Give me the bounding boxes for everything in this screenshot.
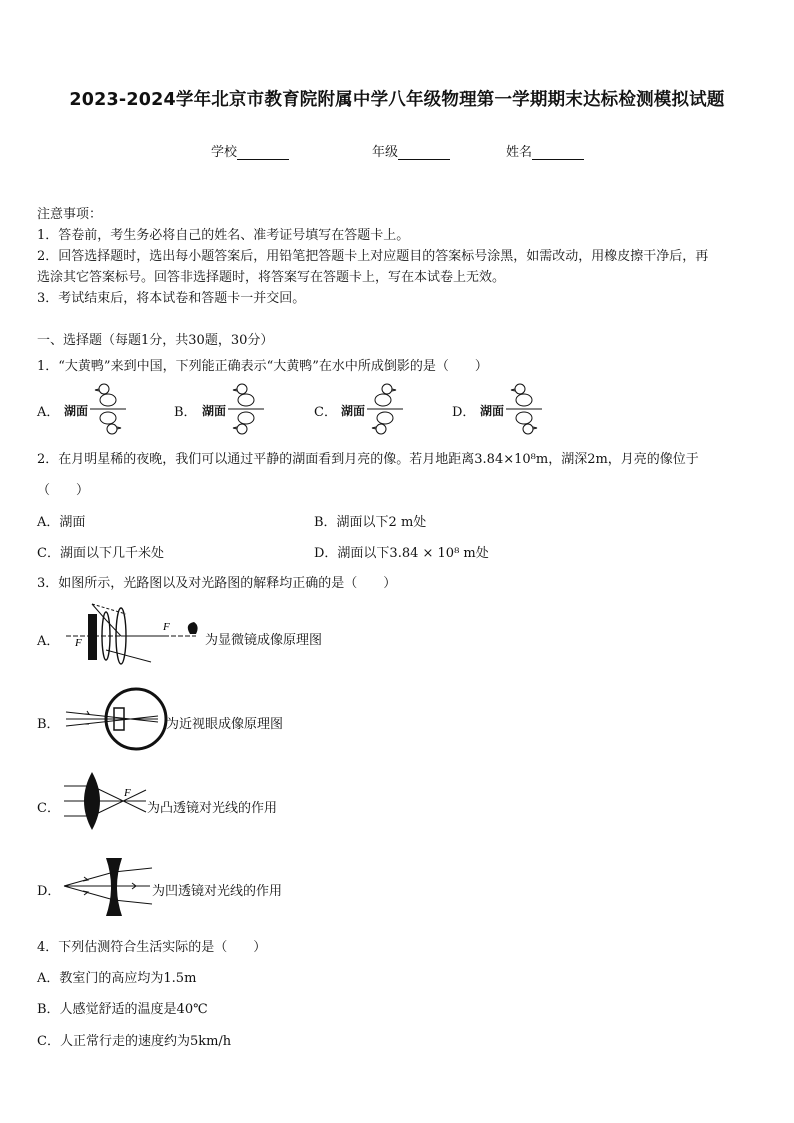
q1-option-b-label: B． [174, 405, 197, 420]
q1-stem: 1．“大黄鸭”来到中国，下列能正确表示“大黄鸭”在水中所成倒影的是（ ） [37, 359, 488, 374]
duck-reflection-icon [516, 412, 537, 434]
q3-option-b-label: B． [37, 717, 60, 732]
duck-icon [233, 384, 254, 406]
school-field [211, 141, 289, 160]
note-3: 3．考试结束后，将本试卷和答题卡一并交回。 [37, 291, 306, 306]
q1-option-a-lake: 湖面 [64, 404, 89, 418]
note-2: 2．回答选择题时，选出每小题答案后，用铅笔把答题卡上对应题目的答案标号涂黑，如需改动，用橡皮擦干净后，再 [37, 249, 709, 264]
focal-point-label-right: F [163, 621, 170, 633]
q3-option-d-desc: 为凹透镜对光线的作用 [152, 884, 283, 899]
q4-stem: 4．下列估测符合生活实际的是（ ） [37, 940, 267, 955]
section-heading: 一、选择题（每题1分，共30题，30分） [37, 333, 274, 348]
q4-option-b: B．人感觉舒适的温度是40℃ [37, 1002, 208, 1017]
q3-option-c-desc: 为凸透镜对光线的作用 [147, 801, 278, 816]
q3-option-b-myopia-diagram [62, 686, 168, 752]
q2-option-c: C．湖面以下几千米处 [37, 546, 164, 561]
q4-option-c: C．人正常行走的速度约为5km/h [37, 1034, 232, 1049]
q3-option-d-concave-lens-diagram [62, 856, 154, 918]
q2-paren: （ ） [37, 483, 90, 498]
duck-icon [95, 384, 116, 406]
q2-option-b: B．湖面以下2 m处 [314, 515, 427, 530]
q4-option-a: A．教室门的高应均为1.5m [37, 971, 197, 986]
name-blank [532, 146, 584, 160]
q1-option-c-label: C． [314, 405, 337, 420]
focal-point-label: F [124, 787, 131, 799]
q3-option-a-microscope-diagram [66, 600, 206, 670]
note-2-cont: 选涂其它答案标号。回答非选择题时，将答案写在答题卡上，写在本试卷上无效。 [37, 270, 506, 285]
grade-blank [398, 146, 450, 160]
duck-icon [375, 384, 396, 406]
q3-option-a-desc: 为显微镜成像原理图 [205, 633, 323, 648]
q2-option-d: D．湖面以下3.84 × 10⁸ m处 [314, 546, 489, 561]
q3-option-a-label: A． [37, 634, 60, 649]
q3-option-d-label: D． [37, 884, 61, 899]
page-title: 2023-2024学年北京市教育院附属中学八年级物理第一学期期末达标检测模拟试题 [69, 90, 725, 110]
name-label: 姓名 [506, 145, 533, 160]
q1-option-c-lake: 湖面 [341, 404, 366, 418]
q3-stem: 3．如图所示，光路图以及对光路图的解释均正确的是（ ） [37, 576, 397, 591]
q2-stem: 2．在月明星稀的夜晚，我们可以通过平静的湖面看到月亮的像。若月地距离3.84×10⁸m，湖深2m，月亮的像位于 [37, 452, 699, 467]
q1-option-b-duck-figure [228, 380, 264, 438]
q3-option-b-desc: 为近视眼成像原理图 [166, 717, 284, 732]
q3-option-c-label: C． [37, 801, 60, 816]
school-blank [237, 146, 289, 160]
duck-icon [511, 384, 532, 406]
focal-point-label-left: F [75, 637, 82, 649]
duck-reflection-icon [233, 412, 254, 434]
name-field [506, 141, 584, 160]
q2-option-a: A．湖面 [37, 515, 86, 530]
notes-heading: 注意事项： [37, 207, 103, 222]
eye-observer-icon [188, 622, 198, 634]
note-1: 1．答卷前，考生务必将自己的姓名、准考证号填写在答题卡上。 [37, 228, 410, 243]
school-label: 学校 [211, 145, 238, 160]
q1-option-d-duck-figure [506, 380, 542, 438]
q1-option-d-label: D． [452, 405, 476, 420]
grade-label: 年级 [372, 145, 399, 160]
q1-option-c-duck-figure [367, 380, 403, 438]
q1-option-d-lake: 湖面 [480, 404, 505, 418]
q3-option-c-convex-lens-diagram [62, 770, 148, 832]
q1-option-a-duck-figure [90, 380, 126, 438]
duck-reflection-icon [100, 412, 121, 434]
grade-field [372, 141, 450, 160]
q1-option-a-label: A． [37, 405, 60, 420]
duck-reflection-icon [372, 412, 393, 434]
q1-option-b-lake: 湖面 [202, 404, 227, 418]
